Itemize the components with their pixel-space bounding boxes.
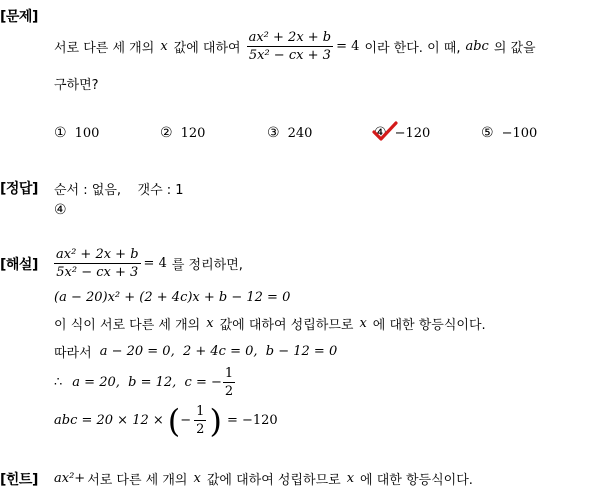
choice-1[interactable] — [54, 125, 99, 141]
solution-math: abc = 20 × 12 × — [54, 413, 164, 428]
hint-math: ax²+ — [54, 471, 86, 486]
choice-3[interactable] — [267, 125, 312, 141]
right-paren: ) — [209, 401, 222, 440]
solution-text: 에 대한 항등식이다. — [372, 318, 486, 333]
check-icon — [372, 121, 398, 141]
hint-label: [힌트] — [0, 472, 38, 488]
solution-fraction — [223, 366, 235, 399]
math-abc: abc — [465, 39, 489, 54]
solution-line-6 — [54, 401, 278, 440]
fraction-denominator: 5x² − cx + 3 — [56, 265, 139, 280]
fraction-numerator: 1 — [196, 404, 205, 419]
problem-line-1 — [54, 30, 536, 63]
problem-fraction — [247, 30, 334, 63]
problem-text: 이라 한다. 이 때, — [364, 41, 461, 56]
solution-text: 값에 대하여 성립하므로 — [219, 318, 354, 333]
equals-four: = 4 — [336, 39, 360, 54]
solution-line-5 — [54, 366, 238, 399]
choice-value: −120 — [394, 125, 431, 141]
choice-value: 100 — [74, 125, 100, 141]
fraction-numerator: ax² + 2x + b — [248, 30, 332, 45]
therefore-symbol: ∴ — [54, 375, 63, 390]
fraction-denominator: 2 — [224, 384, 234, 399]
choice-number: ② — [160, 125, 173, 141]
left-paren: ( — [167, 401, 181, 440]
answer-choice: ④ — [54, 202, 67, 218]
fraction-numerator: ax² + 2x + b — [56, 247, 139, 262]
fraction-denominator: 2 — [196, 422, 205, 437]
solution-line-3 — [54, 314, 486, 333]
solution-result: = −120 — [226, 413, 278, 428]
fraction-numerator: 1 — [224, 366, 234, 381]
choice-number: ③ — [267, 125, 280, 141]
math-var: x — [160, 39, 168, 54]
solution-fraction — [54, 247, 141, 280]
solution-text: 이 식이 서로 다른 세 개의 — [54, 318, 201, 333]
solution-math: a − 20 = 0, 2 + 4c = 0, b − 12 = 0 — [99, 344, 338, 359]
math-var: x — [346, 471, 355, 486]
choice-value: 120 — [180, 125, 206, 141]
hint-text: 값에 대하여 성립하므로 — [206, 473, 341, 488]
math-var: x — [206, 316, 214, 331]
fraction-denominator: 5x² − cx + 3 — [248, 48, 331, 63]
answer-label: [정답] — [0, 181, 38, 197]
problem-text: 구하면? — [54, 78, 99, 93]
solution-math: a = 20, b = 12, c = − — [72, 375, 222, 390]
hint-text: 에 대한 항등식이다. — [360, 473, 473, 488]
answer-line-1 — [54, 179, 184, 198]
solution-text: 를 정리하면, — [171, 258, 243, 273]
math-var: x — [193, 471, 201, 486]
choice-5[interactable] — [481, 125, 537, 141]
solution-line-1 — [54, 247, 243, 280]
choice-number: ① — [54, 125, 67, 141]
problem-text: 서로 다른 세 개의 — [54, 41, 155, 56]
solution-fraction — [194, 404, 206, 437]
problem-line-2 — [54, 74, 99, 93]
choice-number: ④ — [374, 125, 387, 141]
hint-line — [54, 469, 473, 488]
solution-text: 따라서 — [54, 346, 92, 361]
minus-sign: − — [180, 413, 192, 428]
problem-text: 값에 대하여 — [173, 41, 241, 56]
solution-math: (a − 20)x² + (2 + 4c)x + b − 12 = 0 — [54, 290, 291, 305]
choice-number: ⑤ — [481, 125, 494, 141]
choice-2[interactable] — [160, 125, 205, 141]
choice-value: −100 — [501, 125, 538, 141]
choice-value: 240 — [287, 125, 313, 141]
problem-text: 의 값을 — [493, 41, 536, 56]
answer-line-2 — [54, 202, 67, 218]
equals-four: = 4 — [143, 256, 167, 271]
solution-line-4 — [54, 342, 337, 361]
solution-line-2 — [54, 290, 290, 305]
hint-text: 서로 다른 세 개의 — [87, 473, 188, 488]
problem-label: [문제] — [0, 9, 38, 25]
solution-label: [해설] — [0, 257, 38, 273]
math-var: x — [359, 316, 367, 331]
answer-text: 순서 : 없음, 갯수 : 1 — [54, 183, 184, 198]
